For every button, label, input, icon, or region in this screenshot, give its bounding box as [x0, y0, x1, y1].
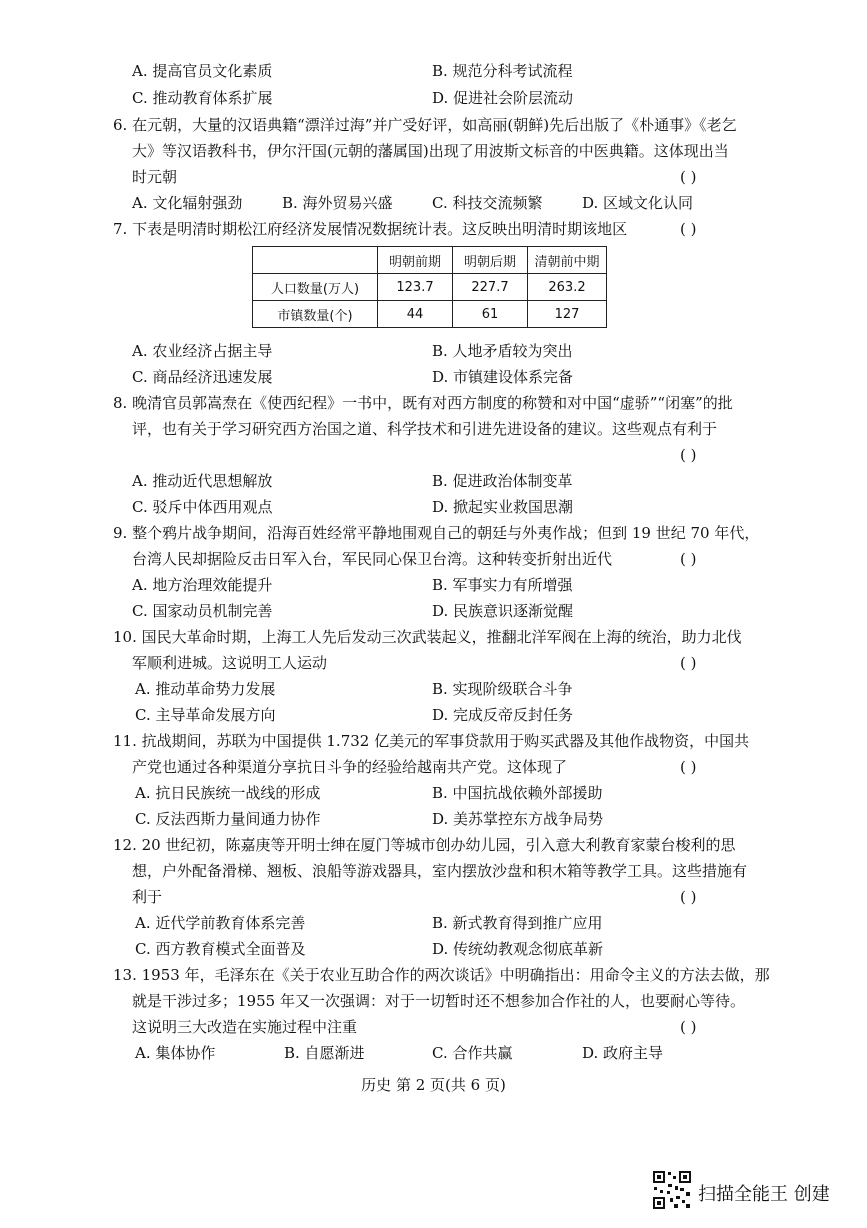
q6-option-a: A. 文化辐射强劲: [132, 194, 243, 212]
q13-option-d: D. 政府主导: [582, 1044, 664, 1062]
q6-stem-line-2: 大》等汉语教科书，伊尔汗国(元朝的藩属国)出现了用波斯文标音的中医典籍。这体现出当: [132, 142, 729, 160]
q13-stem-line-1: 13. 1953 年，毛泽东在《关于农业互助合作的两次谈话》中明确指出：用命令主义的方法去做，那: [113, 966, 770, 984]
q11-option-a: A. 抗日民族统一战线的形成: [135, 784, 321, 802]
table-cell: 227.7: [453, 274, 528, 301]
table-header-cell: 清朝前中期: [528, 247, 607, 274]
q10-option-a: A. 推动革命势力发展: [135, 680, 276, 698]
table-header-cell: [253, 247, 378, 274]
q12-option-c: C. 西方教育模式全面普及: [135, 940, 306, 958]
q10-stem-line-2: 军顺利进城。这说明工人运动: [132, 654, 328, 672]
q12-option-d: D. 传统幼教观念彻底革新: [432, 940, 604, 958]
q12-stem-line-3: 利于: [132, 888, 163, 906]
q7-option-d: D. 市镇建设体系完备: [432, 368, 574, 386]
q5-option-b: B. 规范分科考试流程: [432, 62, 573, 80]
q9-stem-line-1: 9. 整个鸦片战争期间，沿海百姓经常平静地围观自己的朝廷与外夷作战；但到 19 世纪 70 年代，: [113, 524, 760, 542]
q9-option-a: A. 地方治理效能提升: [132, 576, 273, 594]
q10-option-d: D. 完成反帝反封任务: [432, 706, 574, 724]
q12-stem-line-2: 想，户外配备滑梯、翘板、浪船等游戏器具，室内摆放沙盘和积木箱等教学工具。这些措施有: [132, 862, 748, 880]
q13-option-b: B. 自愿渐进: [284, 1044, 365, 1062]
q11-answer-blank: ( ): [680, 758, 697, 776]
q11-option-d: D. 美苏掌控东方战争局势: [432, 810, 604, 828]
q12-option-b: B. 新式教育得到推广应用: [432, 914, 603, 932]
q8-answer-blank: ( ): [680, 446, 697, 464]
q11-stem-line-2: 产党也通过各种渠道分享抗日斗争的经验给越南共产党。这体现了: [132, 758, 568, 776]
q6-option-b: B. 海外贸易兴盛: [282, 194, 393, 212]
q11-stem-line-1: 11. 抗战期间，苏联为中国提供 1.732 亿美元的军事贷款用于购买武器及其他作战物资，中国共: [113, 732, 750, 750]
q11-option-c: C. 反法西斯力量间通力协作: [135, 810, 321, 828]
q9-answer-blank: ( ): [680, 550, 697, 568]
q7-option-c: C. 商品经济迅速发展: [132, 368, 273, 386]
q13-answer-blank: ( ): [680, 1018, 697, 1036]
q8-option-c: C. 驳斥中体西用观点: [132, 498, 273, 516]
scanner-watermark: 扫描全能王 创建: [698, 1184, 830, 1205]
q11-option-b: B. 中国抗战依赖外部援助: [432, 784, 603, 802]
q6-option-c: C. 科技交流频繁: [432, 194, 543, 212]
q13-stem-line-3: 这说明三大改造在实施过程中注重: [132, 1018, 358, 1036]
q5-option-d: D. 促进社会阶层流动: [432, 89, 574, 107]
q8-option-d: D. 掀起实业救国思潮: [432, 498, 574, 516]
q7-stem-line-1: 7. 下表是明清时期松江府经济发展情况数据统计表。这反映出明清时期该地区: [113, 220, 628, 238]
table-cell: 123.7: [378, 274, 453, 301]
q5-option-a: A. 提高官员文化素质: [132, 62, 273, 80]
q10-option-b: B. 实现阶级联合斗争: [432, 680, 573, 698]
page-footer: 历史 第 2 页(共 6 页): [361, 1076, 506, 1094]
q8-stem-line-1: 8. 晚清官员郭嵩焘在《使西纪程》一书中，既有对西方制度的称赞和对中国“虚骄”“闭塞”的批: [113, 394, 733, 412]
table-cell: 263.2: [528, 274, 607, 301]
q13-option-c: C. 合作共赢: [432, 1044, 513, 1062]
table-cell: 人口数量(万人): [253, 274, 378, 301]
q12-answer-blank: ( ): [680, 888, 697, 906]
q9-option-b: B. 军事实力有所增强: [432, 576, 573, 594]
q13-option-a: A. 集体协作: [135, 1044, 216, 1062]
q8-stem-line-2: 评，也有关于学习研究西方治国之道、科学技术和引进先进设备的建议。这些观点有利于: [132, 420, 718, 438]
table-row: [253, 301, 607, 328]
q5-option-c: C. 推动教育体系扩展: [132, 89, 273, 107]
table-cell: 44: [378, 301, 453, 328]
q10-option-c: C. 主导革命发展方向: [135, 706, 276, 724]
q6-option-d: D. 区域文化认同: [582, 194, 694, 212]
q12-option-a: A. 近代学前教育体系完善: [135, 914, 306, 932]
q9-stem-line-2: 台湾人民却据险反击日军入台，军民同心保卫台湾。这种转变折射出近代: [132, 550, 613, 568]
q10-answer-blank: ( ): [680, 654, 697, 672]
q7-option-b: B. 人地矛盾较为突出: [432, 342, 573, 360]
table-cell: 市镇数量(个): [253, 301, 378, 328]
q7-data-table: [252, 246, 607, 328]
q7-option-a: A. 农业经济占据主导: [132, 342, 273, 360]
q6-answer-blank: ( ): [680, 168, 697, 186]
q6-stem-line-1: 6. 在元朝，大量的汉语典籍“漂洋过海”并广受好评，如高丽(朝鲜)先后出版了《朴通事》《老乞: [113, 116, 737, 134]
q9-option-d: D. 民族意识逐渐觉醒: [432, 602, 574, 620]
q8-option-b: B. 促进政治体制变革: [432, 472, 573, 490]
table-cell: 127: [528, 301, 607, 328]
q13-stem-line-2: 就是干涉过多；1955 年又一次强调：对于一切暂时还不想参加合作社的人，也要耐心等待。: [132, 992, 745, 1010]
q12-stem-line-1: 12. 20 世纪初，陈嘉庚等开明士绅在厦门等城市创办幼儿园，引入意大利教育家蒙台梭利的思: [113, 836, 736, 854]
q7-answer-blank: ( ): [680, 220, 697, 238]
table-header-row: [253, 247, 607, 274]
q6-stem-line-3: 时元朝: [132, 168, 178, 186]
table-cell: 61: [453, 301, 528, 328]
table-header-cell: 明朝前期: [378, 247, 453, 274]
table-row: [253, 274, 607, 301]
qr-code-icon: [652, 1170, 692, 1210]
q10-stem-line-1: 10. 国民大革命时期，上海工人先后发动三次武装起义，推翻北洋军阀在上海的统治，助力北伐: [113, 628, 742, 646]
q9-option-c: C. 国家动员机制完善: [132, 602, 273, 620]
q8-option-a: A. 推动近代思想解放: [132, 472, 273, 490]
table-header-cell: 明朝后期: [453, 247, 528, 274]
